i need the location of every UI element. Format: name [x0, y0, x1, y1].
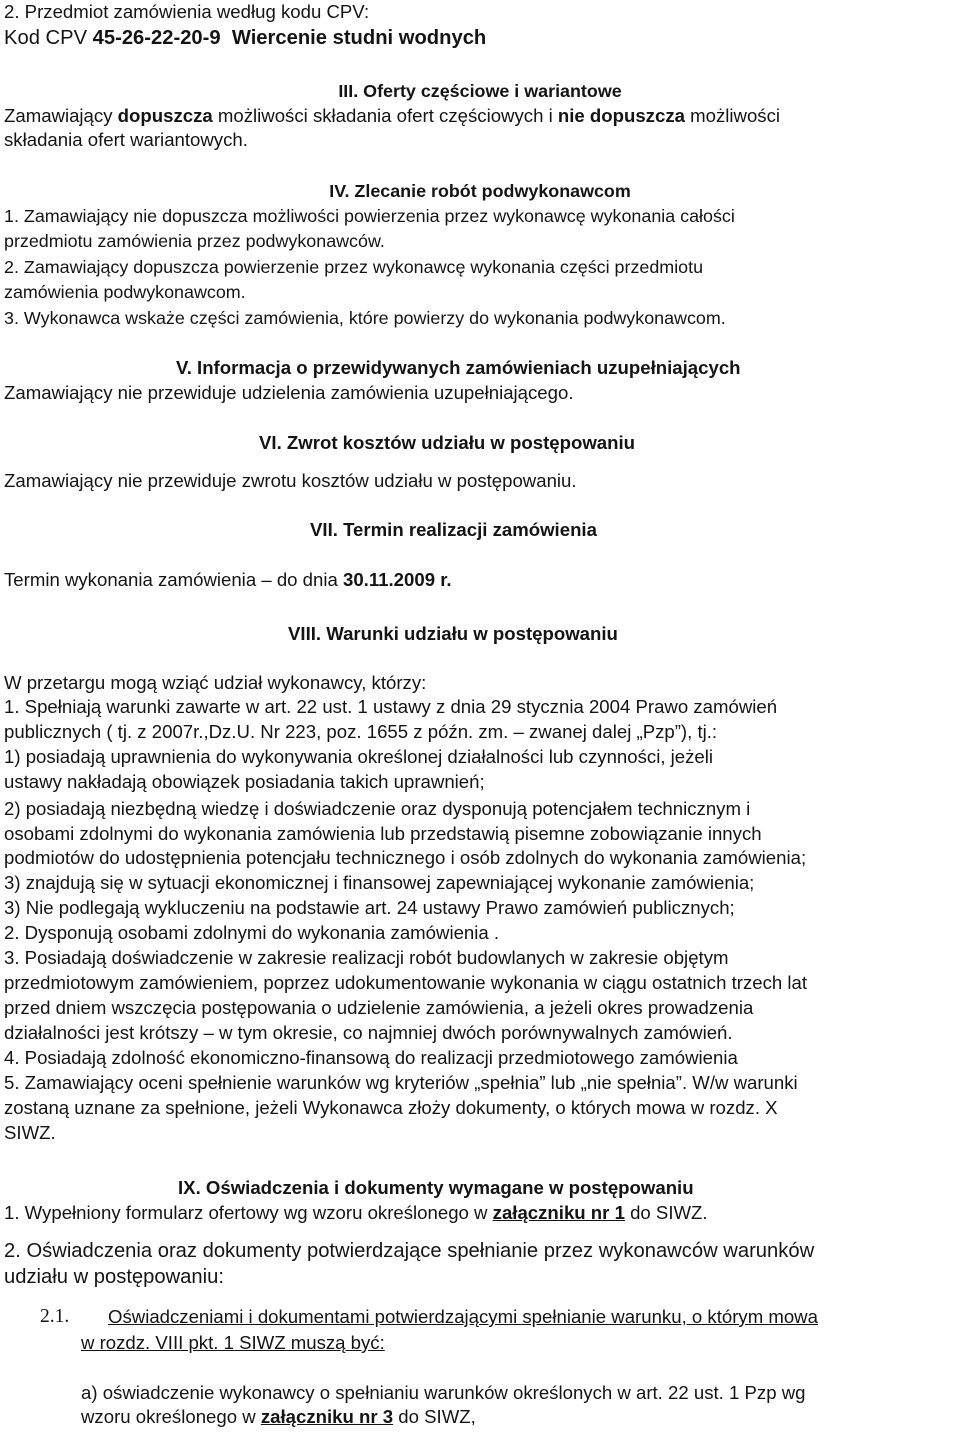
- section-7-title: VII. Termin realizacji zamówienia: [310, 519, 597, 540]
- section-5-title: V. Informacja o przewidywanych zamówieniach uzupełniających: [176, 357, 741, 378]
- section-4-line: 2. Zamawiający dopuszcza powierzenie przez wykonawcę wykonania części przedmiotu: [4, 257, 704, 277]
- section-8-line: przed dniem wszczęcia postępowania o udzielenie zamówienia, a jeżeli okres prowadzenia: [4, 997, 754, 1018]
- section-8-line: 1) posiadają uprawnienia do wykonywania określonej działalności lub czynności, jeżeli: [4, 746, 714, 767]
- attachment-1-ref: załączniku nr 1: [492, 1202, 625, 1223]
- section-3-line-2: składania ofert wariantowych.: [4, 129, 248, 150]
- section-8-line: SIWZ.: [4, 1122, 56, 1143]
- section-8-line: 3) Nie podlegają wykluczeniu na podstawie art. 24 ustawy Prawo zamówień publicznych;: [4, 897, 735, 918]
- section-8-line: 3) znajdują się w sytuacji ekonomicznej i finansowej zapewniającej wykonanie zamówienia;: [4, 872, 755, 893]
- point-2-1-number: 2.1.: [40, 1306, 70, 1327]
- section-8-line: 2. Dysponują osobami zdolnymi do wykonania zamówienia .: [4, 922, 500, 943]
- cpv-code: 45-26-22-20-9: [92, 27, 221, 49]
- section-8-line: 1. Spełniają warunki zawarte w art. 22 ust. 1 ustawy z dnia 29 stycznia 2004 Prawo zamówień: [4, 696, 778, 717]
- section-8-line: 3. Posiadają doświadczenie w zakresie realizacji robót budowlanych w zakresie objętym: [4, 947, 729, 968]
- cpv-code-line: [4, 26, 952, 50]
- attachment-3-ref: załączniku nr 3: [260, 1406, 394, 1427]
- section-6-title: VI. Zwrot kosztów udziału w postępowaniu: [259, 432, 636, 453]
- point-2-1-line: Oświadczeniami i dokumentami potwierdzającymi spełnianie warunku, o którym mowa: [108, 1306, 818, 1327]
- section-8-title: VIII. Warunki udziału w postępowaniu: [288, 623, 618, 644]
- cpv-code-name: Wiercenie studni wodnych: [231, 27, 487, 49]
- section-3-title: III. Oferty częściowe i wariantowe: [338, 81, 622, 101]
- point-a-line: a) oświadczenie wykonawcy o spełnianiu warunków określonych w art. 22 ust. 1 Pzp wg: [81, 1382, 806, 1403]
- section-4-line: zamówienia podwykonawcom.: [4, 282, 246, 302]
- cpv-code-prefix: Kod CPV: [4, 27, 93, 49]
- section-4-line: 3. Wykonawca wskaże części zamówienia, które powierzy do wykonania podwykonawcom.: [4, 308, 726, 328]
- section-9-title: IX. Oświadczenia i dokumenty wymagane w postępowaniu: [178, 1177, 694, 1198]
- section-8-line: 4. Posiadają zdolność ekonomiczno-finansową do realizacji przedmiotowego zamówienia: [4, 1047, 738, 1068]
- section-4-line: 1. Zamawiający nie dopuszcza możliwości powierzenia przez wykonawcę wykonania całości: [4, 206, 735, 226]
- section-6-text: Zamawiający nie przewiduje zwrotu kosztów udziału w postępowaniu.: [4, 470, 577, 491]
- section-7-text: Termin wykonania zamówienia – do dnia 30.11.2009 r.: [4, 569, 452, 590]
- section-8-line: publicznych ( tj. z 2007r.,Dz.U. Nr 223, poz. 1655 z późn. zm. – zwanej dalej „Pzp”), tj.:: [4, 721, 718, 742]
- section-9-point-1: 1. Wypełniony formularz ofertowy wg wzoru określonego w załączniku nr 1 do SIWZ.: [4, 1202, 708, 1223]
- section-9-point-2: 2. Oświadczenia oraz dokumenty potwierdzające spełnianie przez wykonawców warunków: [4, 1240, 815, 1262]
- cpv-heading: 2. Przedmiot zamówienia według kodu CPV:: [4, 1, 370, 22]
- section-5-text: Zamawiający nie przewiduje udzielenia zamówienia uzupełniającego.: [4, 382, 574, 403]
- section-8-line: zostaną uznane za spełnione, jeżeli Wykonawca złoży dokumenty, o których mowa w rozdz. X: [4, 1097, 778, 1118]
- section-8-line: ustawy nakładają obowiązek posiadania takich uprawnień;: [4, 771, 485, 792]
- section-8-line: działalności jest krótszy – w tym okresie, co najmniej dwóch porównywalnych zamówień.: [4, 1022, 733, 1043]
- section-8-line: 5. Zamawiający oceni spełnienie warunków wg kryteriów „spełnia” lub „nie spełnia”. W/w warunki: [4, 1072, 798, 1093]
- section-4-line: przedmiotu zamówienia przez podwykonawców.: [4, 231, 385, 251]
- section-8-line: 2) posiadają niezbędną wiedzę i doświadczenie oraz dysponują potencjałem technicznym i: [4, 798, 751, 819]
- section-8-line: podmiotów do udostępnienia potencjału technicznego i osób zdolnych do wykonania zamówienia;: [4, 847, 807, 868]
- section-9-point-2: udziału w postępowaniu:: [4, 1266, 224, 1288]
- section-8-line: przedmiotowym zamówieniem, poprzez udokumentowanie wykonania w ciągu ostatnich trzech lat: [4, 972, 808, 993]
- section-3-line-1: Zamawiający dopuszcza możliwości składania ofert częściowych i nie dopuszcza możliwości: [4, 105, 781, 126]
- section-8-line: W przetargu mogą wziąć udział wykonawcy, którzy:: [4, 672, 427, 693]
- point-2-1-line: w rozdz. VIII pkt. 1 SIWZ muszą być:: [81, 1332, 385, 1353]
- point-a-line: wzoru określonego w załączniku nr 3 do SIWZ,: [81, 1406, 476, 1427]
- section-8-line: osobami zdolnymi do wykonania zamówienia lub przedstawią pisemne zobowiązanie innych: [4, 823, 762, 844]
- section-4-title: IV. Zlecanie robót podwykonawcom: [329, 181, 631, 201]
- deadline-date: 30.11.2009 r.: [343, 569, 452, 590]
